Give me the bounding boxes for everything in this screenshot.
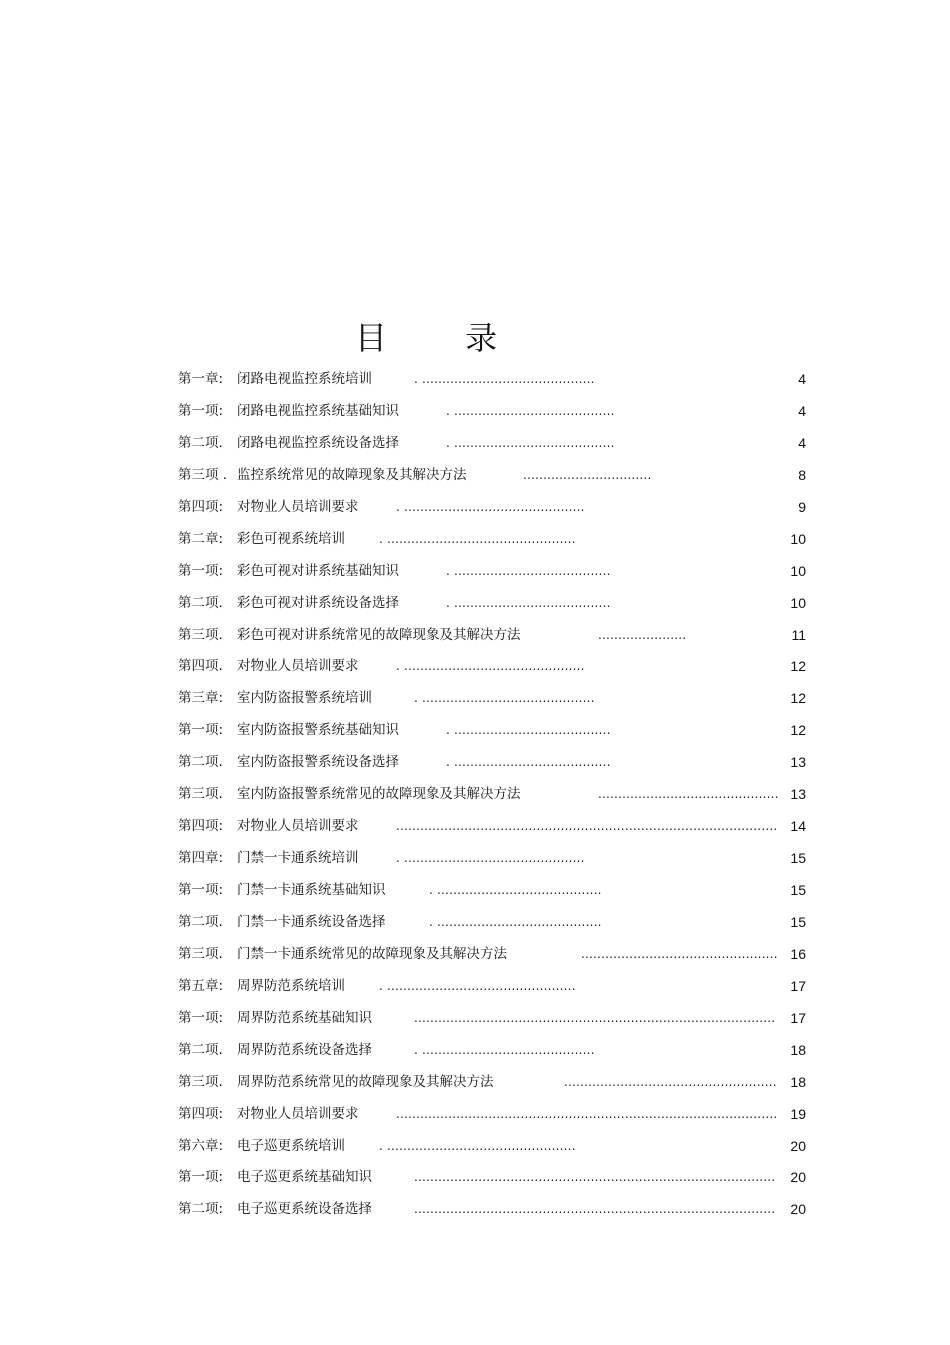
toc-entry-label: 室内防盗报警系统基础知识 (237, 722, 399, 739)
toc-entry[interactable] (178, 1069, 806, 1101)
toc-entry-label: 闭路电视监控系统设备选择 (237, 434, 399, 451)
toc-page-number: 10 (790, 530, 806, 547)
toc-entry-number: 第二项. (178, 1041, 223, 1058)
toc-page-number: 10 (790, 562, 806, 579)
toc-page-number: 4 (798, 371, 806, 387)
toc-entry-number: 第一项: (178, 562, 224, 579)
toc-dot-leader: ............................................................................................... (396, 819, 778, 834)
toc-page-number: 12 (790, 658, 806, 675)
toc-entry-label: 对物业人员培训要求 (237, 498, 359, 515)
toc-page-number: 9 (798, 498, 806, 515)
toc-entry-number: 第一项: (178, 722, 224, 739)
toc-dot-leader: . ............................................... (379, 1138, 576, 1153)
toc-page-number: 13 (790, 786, 806, 803)
toc-page-number: 16 (790, 945, 806, 962)
toc-entry[interactable] (178, 653, 806, 685)
toc-entry[interactable] (178, 749, 806, 781)
toc-entry-number: 第三项. (178, 945, 223, 962)
toc-entry-number: 第二项. (178, 434, 223, 451)
toc-entry[interactable] (178, 909, 806, 941)
toc-entry[interactable] (178, 590, 806, 622)
toc-entry[interactable] (178, 462, 806, 494)
toc-entry-number: 第一项: (178, 1009, 224, 1026)
toc-page-number: 4 (798, 402, 806, 419)
toc-dot-leader: . ......................................... (429, 914, 602, 929)
toc-dot-leader: . ....................................... (446, 563, 611, 578)
toc-entry-label: 周界防范系统基础知识 (237, 1009, 372, 1026)
toc-dot-leader: . ............................................... (379, 978, 576, 993)
toc-entry-number: 第四项: (178, 818, 224, 835)
toc-dot-leader: . ........................................... (414, 372, 595, 386)
toc-entry-label: 门禁一卡通系统基础知识 (237, 882, 386, 898)
toc-entry-number: 第三项. (178, 1073, 223, 1090)
toc-entry-label: 闭路电视监控系统培训 (237, 371, 372, 387)
toc-entry-label: 门禁一卡通系统培训 (237, 850, 359, 867)
toc-entry-number: 第三项 . (178, 466, 228, 483)
toc-entry-label: 室内防盗报警系统培训 (237, 690, 372, 707)
toc-entry-number: 第四项: (178, 498, 224, 515)
toc-entry[interactable] (178, 622, 806, 654)
toc-entry[interactable] (178, 845, 806, 877)
toc-entry[interactable] (178, 494, 806, 526)
toc-page-number: 19 (790, 1105, 806, 1122)
table-of-contents (178, 366, 806, 1228)
toc-page-number: 15 (790, 850, 806, 867)
toc-entry-number: 第一项: (178, 1169, 224, 1186)
toc-dot-leader: . ....................................... (446, 755, 611, 770)
toc-page-number: 20 (790, 1201, 806, 1218)
toc-page-number: 20 (790, 1137, 806, 1154)
toc-dot-leader: . ........................................... (414, 1042, 595, 1057)
toc-dot-leader: ..................................................... (564, 1074, 777, 1089)
toc-page-number: 12 (790, 690, 806, 707)
toc-dot-leader: ............................................................................................... (396, 1106, 778, 1121)
toc-dot-leader: . ........................................ (446, 435, 615, 450)
toc-dot-leader: . ....................................... (446, 595, 611, 610)
toc-entry-number: 第一章: (178, 371, 224, 387)
toc-entry-number: 第四章: (178, 850, 224, 867)
toc-entry-label: 电子巡更系统培训 (237, 1137, 345, 1154)
toc-dot-leader: ................................ (523, 467, 652, 482)
toc-entry-number: 第三项. (178, 626, 223, 643)
toc-entry-number: 第六章: (178, 1137, 224, 1154)
toc-entry-label: 彩色可视系统培训 (237, 530, 345, 547)
toc-entry-number: 第五章: (178, 977, 224, 994)
toc-entry-number: 第三章: (178, 690, 224, 707)
toc-entry-label: 周界防范系统设备选择 (237, 1041, 372, 1058)
toc-entry-label: 彩色可视对讲系统基础知识 (237, 562, 399, 579)
toc-entry-label: 对物业人员培训要求 (237, 1105, 359, 1122)
toc-entry-number: 第一项: (178, 402, 224, 419)
toc-entry-number: 第二项. (178, 594, 223, 611)
toc-entry-label: 对物业人员培训要求 (237, 658, 359, 675)
toc-entry[interactable] (178, 366, 806, 398)
toc-page-number: 4 (798, 434, 806, 451)
toc-entry-label: 对物业人员培训要求 (237, 818, 359, 835)
toc-entry-number: 第二章: (178, 530, 224, 547)
toc-entry-number: 第四项. (178, 658, 223, 675)
page-title: 目 录 (354, 319, 532, 357)
toc-dot-leader: ................................................. (581, 946, 778, 961)
toc-entry[interactable] (178, 1133, 806, 1165)
toc-dot-leader: . ........................................... (414, 691, 595, 706)
toc-dot-leader: .......................................................................................... (414, 1170, 776, 1185)
toc-dot-leader: .......................................................................................... (414, 1202, 776, 1217)
toc-entry-number: 第二项. (178, 754, 223, 771)
toc-page-number: 12 (790, 722, 806, 739)
toc-dot-leader: . ....................................... (446, 723, 611, 738)
toc-entry-label: 门禁一卡通系统常见的故障现象及其解决方法 (237, 945, 507, 962)
toc-entry[interactable] (178, 1037, 806, 1069)
toc-page-number: 10 (790, 594, 806, 611)
toc-dot-leader: . ............................................. (396, 851, 585, 866)
toc-entry-label: 周界防范系统培训 (237, 977, 345, 994)
toc-entry[interactable] (178, 781, 806, 813)
toc-entry[interactable] (178, 941, 806, 973)
toc-entry-label: 室内防盗报警系统设备选择 (237, 754, 399, 771)
toc-dot-leader: ............................................. (598, 787, 779, 802)
toc-entry-label: 电子巡更系统设备选择 (237, 1201, 372, 1218)
toc-entry[interactable] (178, 973, 806, 1005)
toc-entry-number: 第四项: (178, 1105, 224, 1122)
toc-page-number: 14 (790, 818, 806, 835)
toc-entry[interactable] (178, 398, 806, 430)
toc-page-number: 18 (790, 1073, 806, 1090)
toc-page-number: 11 (791, 626, 806, 643)
toc-dot-leader: . ......................................... (429, 883, 602, 897)
toc-dot-leader: . ............................................... (379, 531, 576, 546)
toc-entry[interactable] (178, 558, 806, 590)
toc-dot-leader: .......................................................................................... (414, 1010, 776, 1025)
toc-page-number: 18 (790, 1041, 806, 1058)
toc-entry[interactable] (178, 1196, 806, 1228)
toc-entry[interactable] (178, 717, 806, 749)
toc-entry-label: 彩色可视对讲系统常见的故障现象及其解决方法 (237, 626, 521, 643)
toc-entry-label: 闭路电视监控系统基础知识 (237, 402, 399, 419)
toc-page-number: 8 (798, 466, 806, 483)
toc-page-number: 13 (790, 754, 806, 771)
toc-page-number: 15 (790, 882, 806, 898)
toc-entry-label: 彩色可视对讲系统设备选择 (237, 594, 399, 611)
toc-entry[interactable] (178, 1005, 806, 1037)
toc-dot-leader: . ............................................. (396, 499, 585, 514)
toc-entry[interactable] (178, 877, 806, 909)
toc-entry-number: 第三项. (178, 786, 223, 803)
toc-entry[interactable] (178, 1164, 806, 1196)
toc-page-number: 17 (790, 977, 806, 994)
toc-page-number: 20 (790, 1169, 806, 1186)
toc-entry-number: 第一项: (178, 882, 224, 898)
toc-entry-label: 室内防盗报警系统常见的故障现象及其解决方法 (237, 786, 521, 803)
toc-entry-label: 周界防范系统常见的故障现象及其解决方法 (237, 1073, 494, 1090)
toc-entry[interactable] (178, 813, 806, 845)
toc-page-number: 15 (790, 913, 806, 930)
toc-entry-label: 门禁一卡通系统设备选择 (237, 913, 386, 930)
toc-entry[interactable] (178, 430, 806, 462)
toc-dot-leader: . ............................................. (396, 659, 585, 674)
toc-entry-label: 监控系统常见的故障现象及其解决方法 (237, 466, 467, 483)
toc-dot-leader: . ........................................ (446, 403, 615, 418)
toc-entry-number: 第二项. (178, 913, 223, 930)
toc-entry[interactable] (178, 685, 806, 717)
toc-dot-leader: ...................... (598, 627, 687, 642)
toc-entry-number: 第二项: (178, 1201, 224, 1218)
toc-entry[interactable] (178, 526, 806, 558)
toc-entry[interactable] (178, 1101, 806, 1133)
toc-page-number: 17 (790, 1009, 806, 1026)
toc-entry-label: 电子巡更系统基础知识 (237, 1169, 372, 1186)
